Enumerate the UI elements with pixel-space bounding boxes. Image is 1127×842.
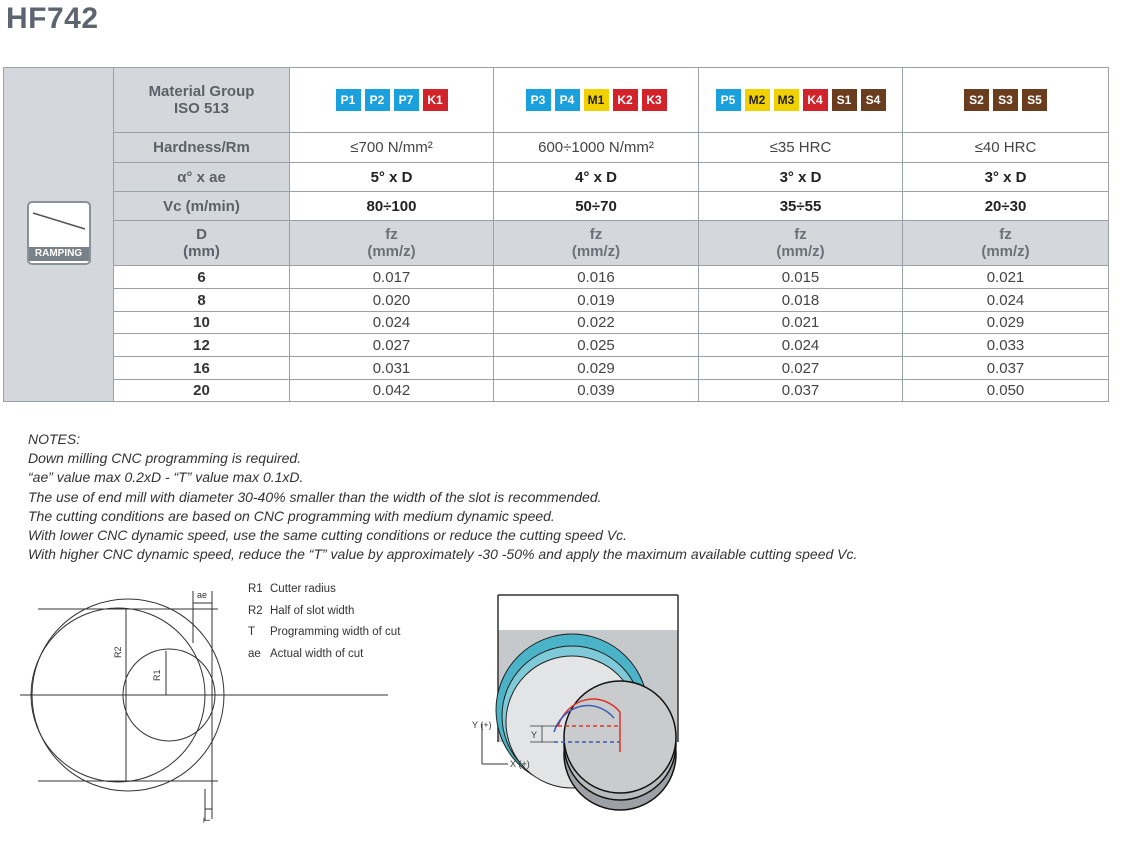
fz-unit: (mm/z): [776, 243, 825, 260]
fz-cell: 0.024: [290, 312, 494, 334]
material-badge: M1: [584, 89, 609, 111]
fz-cell: 0.016: [494, 266, 699, 289]
alpha-value: 3° x D: [903, 163, 1109, 192]
material-badge: K1: [423, 89, 448, 111]
group-cell-1: [290, 68, 494, 133]
fz-cell: 0.025: [494, 334, 699, 357]
material-badge: S5: [1022, 89, 1047, 111]
legend-value: Cutter radius: [270, 583, 336, 595]
diameter-cell: 20: [114, 380, 290, 402]
table-row: [4, 357, 1109, 380]
vc-value: 35÷55: [699, 192, 903, 221]
table-row: [4, 266, 1109, 289]
page-title: HF742: [6, 2, 99, 35]
alpha-value: 5° x D: [290, 163, 494, 192]
material-badge: P7: [394, 89, 419, 111]
note-line: The cutting conditions are based on CNC programming with medium dynamic speed.: [28, 507, 555, 524]
r1-label: R1: [152, 669, 162, 681]
material-badge: S3: [993, 89, 1018, 111]
table-row: [4, 289, 1109, 312]
group-cell-4: [903, 68, 1109, 133]
fz-cell: 0.027: [699, 357, 903, 380]
fz-label: fz: [794, 226, 807, 243]
material-badge: M2: [745, 89, 770, 111]
legend-key: R1: [248, 583, 263, 595]
legend-value: Programming width of cut: [270, 626, 401, 639]
note-line: Down milling CNC programming is required.: [28, 450, 302, 467]
fz-header: [903, 221, 1109, 266]
fz-cell: 0.018: [699, 289, 903, 312]
legend-item: [248, 579, 400, 601]
diagram-legend: [248, 579, 400, 665]
note-line: With higher CNC dynamic speed, reduce the “T” value by approximately -30 -50% and apply the maximum available cutting speed Vc.: [28, 546, 858, 563]
hardness-value: ≤700 N/mm²: [290, 133, 494, 163]
legend-item: [248, 644, 400, 666]
legend-value: Half of slot width: [270, 604, 355, 617]
y-mark-label: Y: [531, 730, 538, 740]
y-axis-label: Y (+): [472, 720, 492, 730]
material-badge: P1: [336, 89, 361, 111]
fz-header: [699, 221, 903, 266]
material-badge: M3: [774, 89, 799, 111]
hardness-value: ≤40 HRC: [903, 133, 1109, 163]
table-row: [4, 312, 1109, 334]
notes-heading: NOTES:: [28, 431, 81, 447]
table-row: [4, 334, 1109, 357]
legend-item: [248, 601, 400, 623]
material-badge: K2: [613, 89, 638, 111]
legend-key: T: [248, 626, 256, 639]
fz-label: fz: [589, 226, 603, 243]
fz-cell: 0.021: [699, 312, 903, 334]
fz-cell: 0.029: [903, 312, 1109, 334]
fz-cell: 0.015: [699, 266, 903, 289]
material-badge: S4: [861, 89, 886, 111]
hardness-label: Hardness/Rm: [114, 133, 290, 163]
fz-cell: 0.042: [290, 380, 494, 402]
note-line: “ae” value max 0.2xD - “T” value max 0.1xD.: [28, 469, 304, 486]
tool-path-diagram: [468, 592, 708, 812]
vc-value: 80÷100: [290, 192, 494, 221]
diameter-cell: 6: [114, 266, 290, 289]
legend-key: R2: [248, 604, 263, 617]
fz-cell: 0.027: [290, 334, 494, 357]
fz-cell: 0.037: [903, 357, 1109, 380]
material-badge: P5: [716, 89, 741, 111]
ramping-icon: [27, 201, 91, 265]
fz-cell: 0.031: [290, 357, 494, 380]
fz-cell: 0.020: [290, 289, 494, 312]
x-axis-label: X (+): [510, 759, 530, 769]
alpha-value: 4° x D: [494, 163, 699, 192]
hardness-value: 600÷1000 N/mm²: [494, 133, 699, 163]
notes-block: [28, 430, 857, 564]
material-group-header: [114, 68, 290, 133]
diameter-cell: 16: [114, 357, 290, 380]
fz-cell: 0.022: [494, 312, 699, 334]
d-label: D: [196, 226, 207, 243]
material-badge: P2: [365, 89, 390, 111]
fz-unit: (mm/z): [571, 243, 621, 260]
legend-value: Actual width of cut: [270, 647, 364, 660]
legend-key: ae: [248, 647, 261, 660]
iso-label: ISO 513: [173, 100, 230, 117]
alpha-value: 3° x D: [699, 163, 903, 192]
d-header: [114, 221, 290, 266]
fz-cell: 0.050: [903, 380, 1109, 402]
material-badge: K3: [642, 89, 667, 111]
note-line: The use of end mill with diameter 30-40% smaller than the width of the slot is recommended.: [28, 488, 602, 505]
diameter-cell: 8: [114, 289, 290, 312]
diameter-cell: 12: [114, 334, 290, 357]
fz-cell: 0.021: [903, 266, 1109, 289]
cutting-data-table: [3, 67, 1109, 402]
t-label: T: [202, 817, 212, 823]
r2-label: R2: [113, 646, 123, 658]
material-badge: P3: [526, 89, 551, 111]
ramping-label: RAMPING: [29, 247, 89, 261]
note-line: With lower CNC dynamic speed, use the same cutting conditions or reduce the cutting speed Vc.: [28, 527, 628, 544]
material-badge: S2: [964, 89, 989, 111]
legend-item: [248, 622, 400, 644]
fz-label: fz: [999, 226, 1012, 243]
vc-value: 20÷30: [903, 192, 1109, 221]
material-badge: P4: [555, 89, 580, 111]
vc-value: 50÷70: [494, 192, 699, 221]
hardness-value: ≤35 HRC: [699, 133, 903, 163]
fz-cell: 0.019: [494, 289, 699, 312]
fz-header: [290, 221, 494, 266]
fz-cell: 0.033: [903, 334, 1109, 357]
fz-cell: 0.037: [699, 380, 903, 402]
vc-label: Vc (m/min): [114, 192, 290, 221]
ramping-sidebar: [4, 68, 114, 402]
table-row: [4, 380, 1109, 402]
fz-cell: 0.029: [494, 357, 699, 380]
d-unit: (mm): [183, 243, 220, 260]
fz-cell: 0.024: [699, 334, 903, 357]
material-group-label: Material Group: [148, 83, 255, 100]
fz-cell: 0.039: [494, 380, 699, 402]
ae-label: ae: [197, 590, 208, 600]
fz-header: [494, 221, 699, 266]
fz-cell: 0.017: [290, 266, 494, 289]
group-cell-3: [699, 68, 903, 133]
material-badge: K4: [803, 89, 828, 111]
fz-unit: (mm/z): [367, 243, 416, 260]
fz-cell: 0.024: [903, 289, 1109, 312]
material-badge: S1: [832, 89, 857, 111]
fz-label: fz: [385, 226, 398, 243]
alpha-label: α° x ae: [114, 163, 290, 192]
fz-unit: (mm/z): [981, 243, 1030, 260]
diameter-cell: 10: [114, 312, 290, 334]
group-cell-2: [494, 68, 699, 133]
